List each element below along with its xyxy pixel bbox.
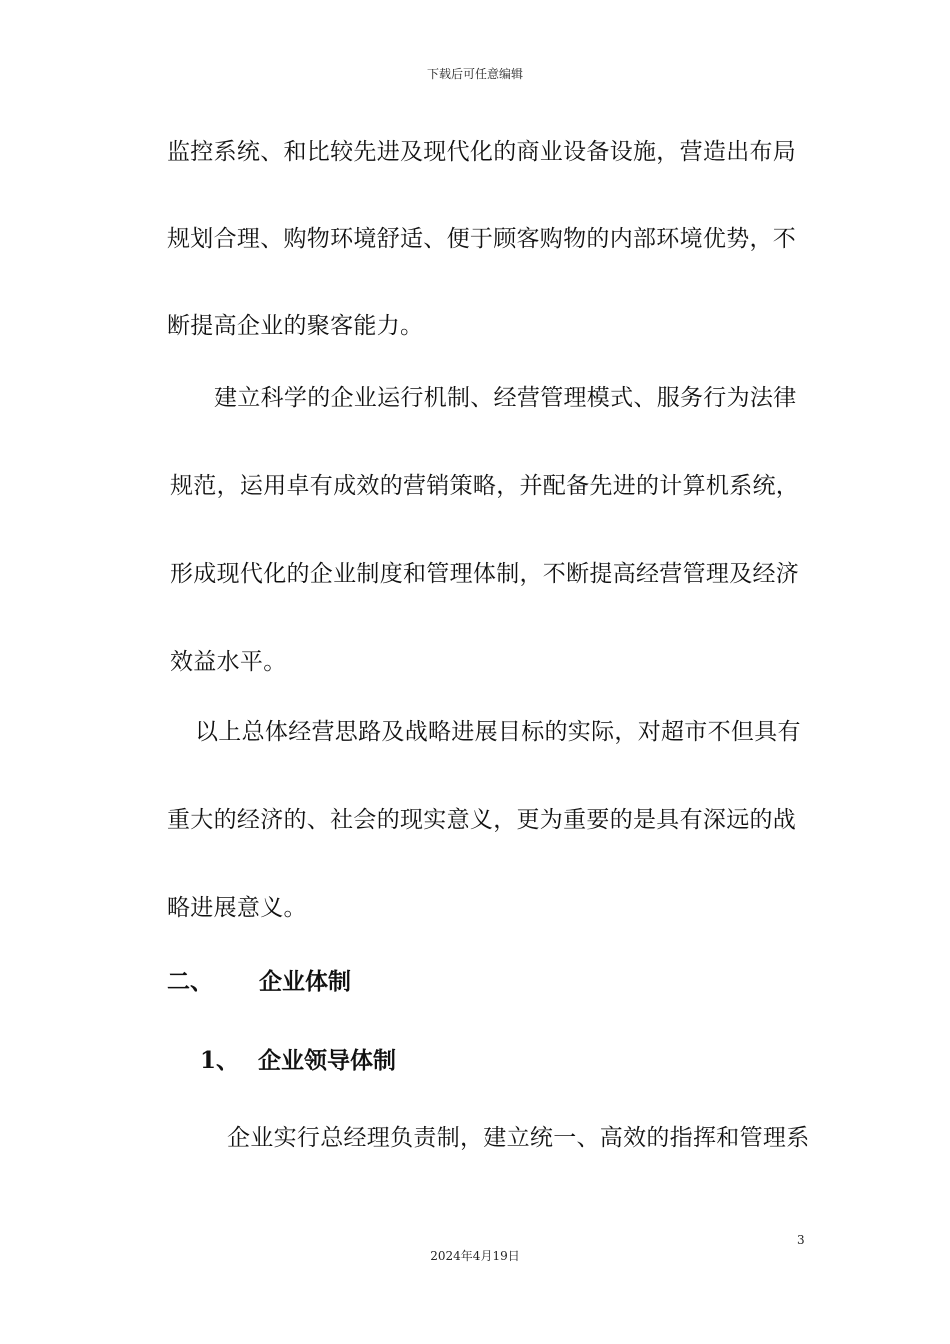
footer-date: 2024年4月19日 xyxy=(430,1249,520,1263)
subsection-heading xyxy=(200,1046,396,1076)
body-line: 监控系统、和比较先进及现代化的商业设备设施，营造出布局 xyxy=(167,139,797,165)
body-line: 重大的经济的、社会的现实意义，更为重要的是具有深远的战 xyxy=(167,807,797,833)
body-line: 建立科学的企业运行机制、经营管理模式、服务行为法律 xyxy=(214,385,797,411)
body-line: 形成现代化的企业制度和管理体制，不断提高经营管理及经济 xyxy=(170,561,800,587)
body-line: 规范，运用卓有成效的营销策略，并配备先进的计算机系统， xyxy=(170,473,800,499)
header-note: 下载后可任意编辑 xyxy=(426,67,523,81)
page-number: 3 xyxy=(797,1233,805,1247)
body-line: 规划合理、购物环境舒适、便于顾客购物的内部环境优势，不 xyxy=(167,226,797,252)
body-line: 效益水平。 xyxy=(170,649,287,675)
subsection-title: 企业领导体制 xyxy=(258,1048,396,1074)
body-line: 略进展意义。 xyxy=(167,895,307,921)
section-title: 企业体制 xyxy=(259,969,351,995)
section-heading xyxy=(167,967,351,997)
section-number: 二、 xyxy=(167,969,213,995)
body-line: 企业实行总经理负责制，建立统一、高效的指挥和管理系 xyxy=(227,1125,810,1151)
body-line: 以上总体经营思路及战略进展目标的实际，对超市不但具有 xyxy=(195,719,801,745)
body-line: 断提高企业的聚客能力。 xyxy=(167,313,424,339)
subsection-number: 1、 xyxy=(200,1047,240,1074)
